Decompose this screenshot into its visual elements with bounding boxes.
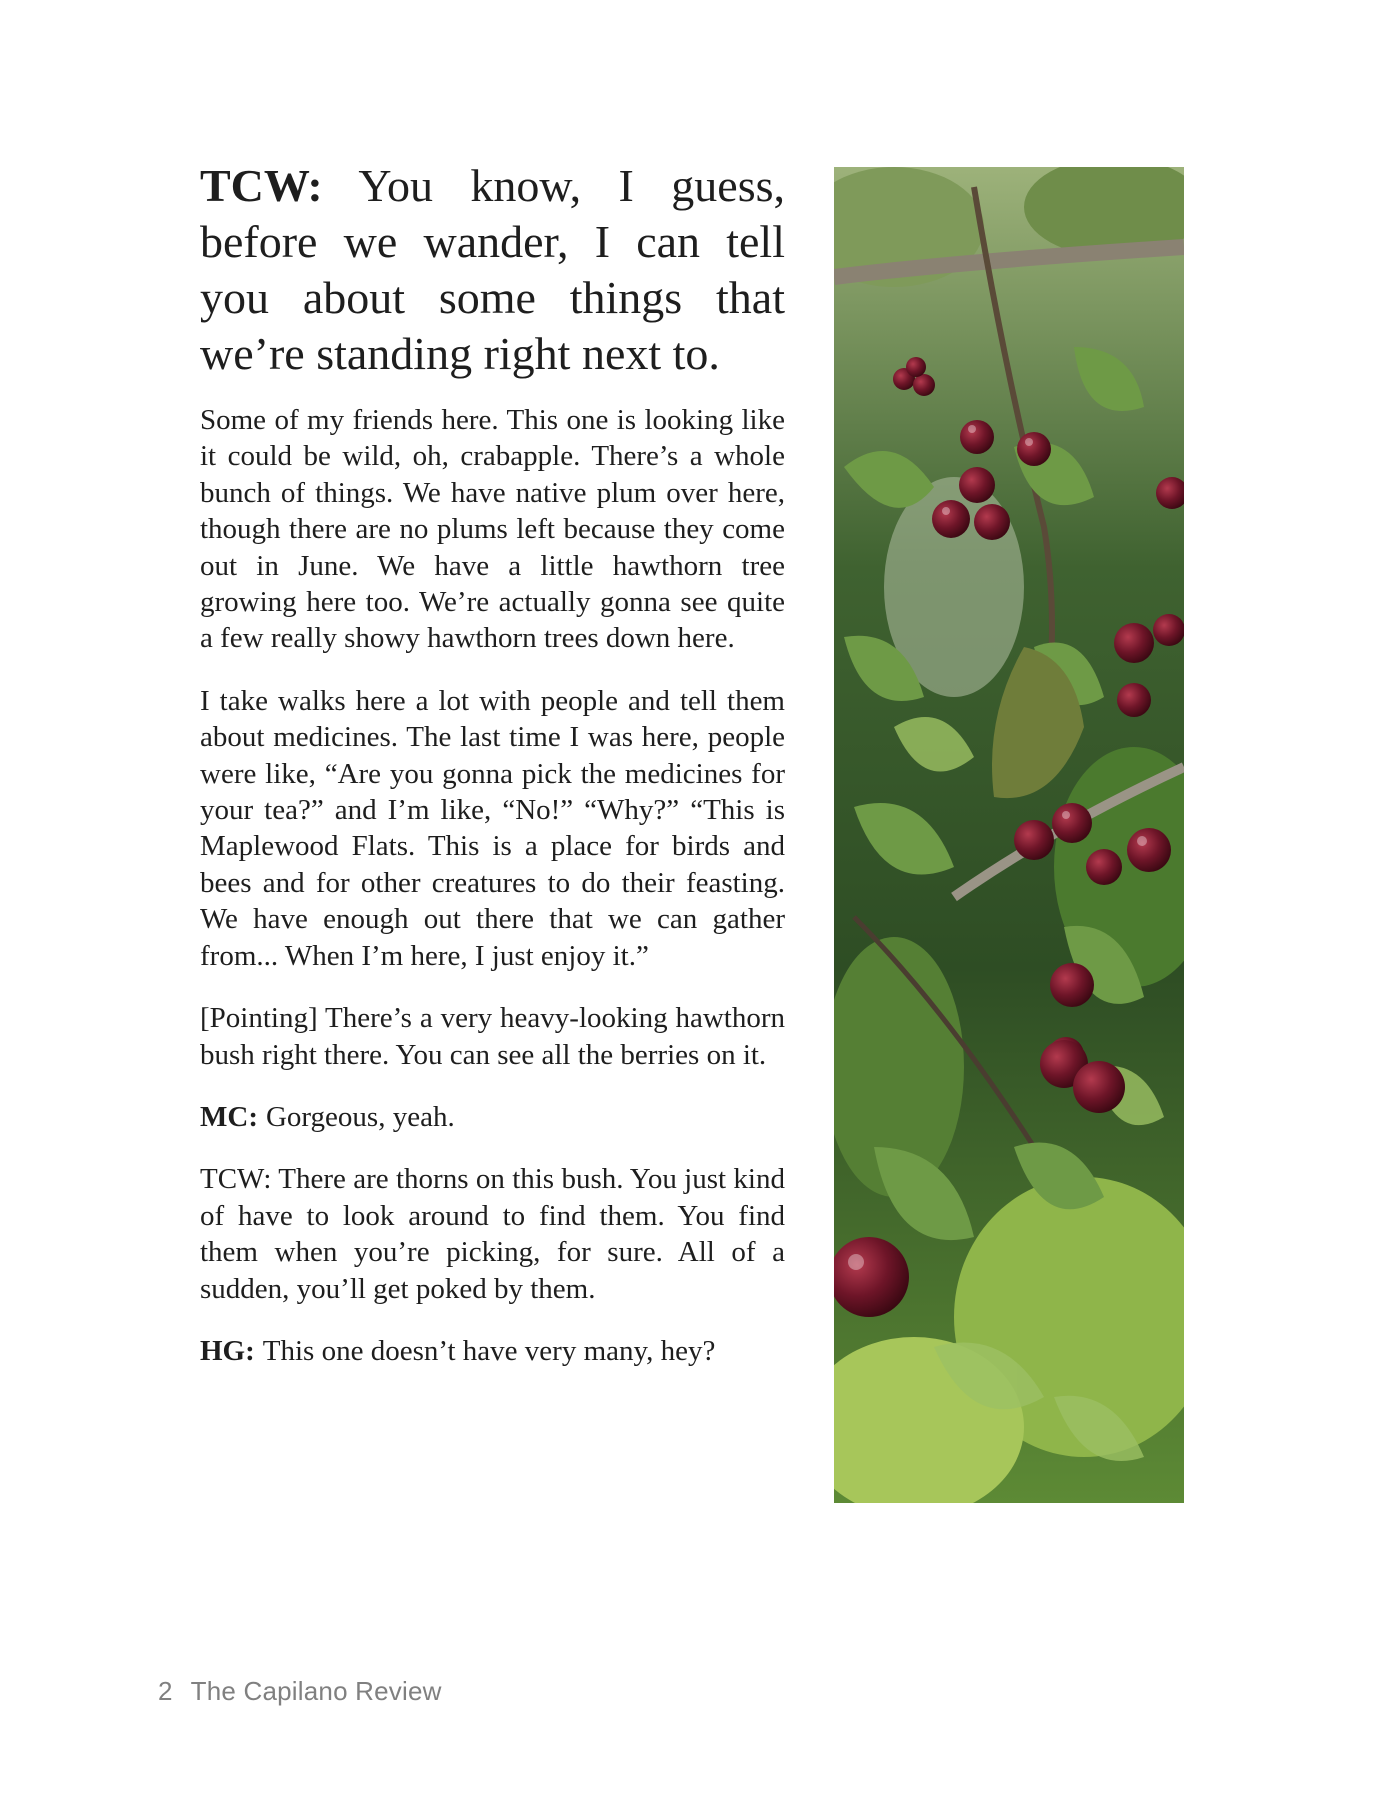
intro-paragraph [200, 158, 785, 382]
publication-name: The Capilano Review [190, 1676, 442, 1706]
hawthorn-illustration [834, 167, 1184, 1503]
paragraph-text: Some of my friends here. This one is looking like it could be wild, oh, crabapple. There’s a whole bunch of things. We have native plum over here, though there are no plums left because they come out in June. We have a little hawthorn tree growing here too. We’re actually gonna see quite a few really showy hawthorn trees down here. [200, 404, 785, 655]
page-footer [158, 1676, 442, 1707]
paragraph-text: Gorgeous, yeah. [265, 1100, 455, 1133]
paragraph-text: TCW: There are thorns on this bush. You just kind of have to look around to find them. You find them when you’re picking, for sure. All of a sudden, you’ll get poked by them. [200, 1163, 785, 1305]
paragraph-text: I take walks here a lot with people and tell them about medicines. The last time I was here, people were like, “Are you gonna pick the medicines for your tea?” and I’m like, “No!” “Why?” “This is Maplewood Flats. This is a place for birds and bees and for other creatures to do their feasting. We have enough out there that we can gather from... When I’m here, I just enjoy it.” [200, 684, 785, 972]
paragraph-text: [Pointing] There’s a very heavy-looking hawthorn bush right there. You can see all the berries on it. [200, 1002, 785, 1071]
paragraph [200, 402, 785, 657]
speaker-label: TCW: [200, 160, 323, 211]
paragraph [200, 1161, 785, 1307]
paragraph [200, 1099, 785, 1135]
page-number: 2 [158, 1676, 173, 1706]
paragraph-text: This one doesn’t have very many, hey? [262, 1334, 716, 1367]
speaker-label: MC: [200, 1100, 258, 1133]
paragraph [200, 1000, 785, 1073]
intro-text: You know, I guess, before we wander, I can tell you about some things that we’re standing right next to. [200, 160, 785, 379]
speaker-label: HG: [200, 1334, 255, 1367]
hawthorn-berries-photo [834, 167, 1184, 1503]
paragraph [200, 1333, 785, 1369]
article-body [200, 158, 785, 1395]
paragraph [200, 683, 785, 974]
